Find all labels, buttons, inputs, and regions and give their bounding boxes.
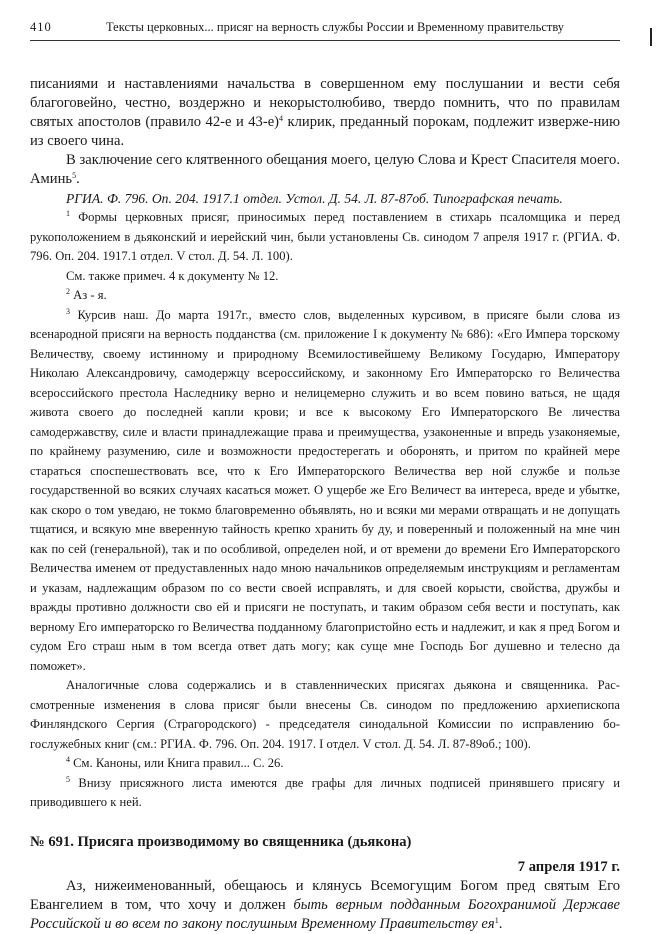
footnote-3-text: Курсив наш. До марта 1917г., вместо слов, выделенных курсивом, в присяге были слова из всенародной присяги на верность подданства (см. приложение I к документу № 686): «Его Импера торскому Величеству, своему истинному и природному Всемилостивейшему Великому Государю, Императору Николаю Александровичу, самодержцу всероссийскому, и законному Его Императорско го Величества всероссийского престола Наследнику верно и нелицемерно служить и во всем повино ваться, не щадя живота своего до последней капли крови; и все к высокому Его Императорского Ве личества самодержавству, силе и власти принадлежащие права и преимущества, узаконенные и впредь узаконяемые, по крайнему разумению, силе и возможности предостерегать и оборонять, и притом по крайней мере стараться споспешествовать все, что к Его Императорского Величества вер ной службе и пользе государственной во всяких случаях касаться может. О ущербе же Его Величест ва интереса, вреде и убытке, как скоро о том уведаю, не токмо благовременно объявлять, но и всяки ми мерами отвращать и не допущать тщатися, и всякую мне вверенную тайность крепко хранить бу ду, и поверенный и положенный на мне чин как по сей (генеральной), так и по особливой, определен ной, и от времени до времени Его Императорского Величества именем от предуставленных надо мною начальников определяемым инструкциям и регламентам и указам, надлежащим образом по со вести своей исправлять, и для своей корысти, свойства, дружбы и вражды противно должности сво ей и присяги не поступать, и таким образом себя вести и поступать, как верному Его императорско го Величества подданному благопристойно есть и надлежит, и как я пред Богом и судом Его страш ным в том всегда ответ дать могу; как суще мне Господь Бог душевно и телесно да поможет». bbox=[30, 307, 620, 673]
footnote-4-text: См. Каноны, или Книга правил... С. 26. bbox=[70, 756, 284, 770]
footnote-ref-4: 4 bbox=[279, 114, 284, 123]
running-title: Тексты церковных... присяг на верность службы России и Временному правительству bbox=[106, 20, 565, 34]
footnote-ref-5: 5 bbox=[72, 171, 77, 180]
conclusion-end: . bbox=[76, 171, 80, 187]
footnote-2-text: Аз - я. bbox=[70, 288, 107, 302]
continuation-end: клирик, преданный порокам, подлежит изверже-нию из своего чина. bbox=[30, 114, 621, 149]
continuation-paragraph bbox=[30, 75, 620, 151]
archival-source: РГИА. Ф. 796. Оп. 204. 1917.1 отдел. Устол. Д. 54. Л. 87-87об. Типографская печать. bbox=[66, 191, 563, 206]
footnote-3-continuation: Аналогичные слова содержались и в ставленнических присягах дьякона и священника. Рас-смотренные изменения в слова присяг были внесены Св. синодом по предложению архиепископа Финляндского Сергия (Страгородского) - председателя синодальной Комиссии по исправлению бо-гослужебных книг (см.: РГИА. Ф. 796. Оп. 204. 1917. I отдел. V стол. Д. 54. Л. 87-89об.; 100). bbox=[30, 678, 620, 751]
page-edge-mark bbox=[650, 28, 652, 46]
page-body bbox=[30, 75, 620, 934]
conclusion-text: В заключение сего клятвенного обещания моего, целую Слова и Крест Спасителя моего. Аминь bbox=[30, 152, 620, 187]
footnote-1-marker: 1 bbox=[66, 209, 70, 218]
footnote-4 bbox=[30, 754, 620, 774]
conclusion-paragraph bbox=[30, 151, 620, 189]
oath-text-end: . bbox=[498, 915, 503, 932]
footnote-5-text: Внизу присяжного листа имеются две графы для личных подписей принявшего присягу и приводившего к ней. bbox=[30, 775, 620, 809]
footnote-2 bbox=[30, 286, 620, 306]
document-heading: № 691. Присяга производимому во священника (дьякона) bbox=[30, 833, 412, 850]
footnote-4-marker: 4 bbox=[66, 755, 70, 764]
oath-footnote-ref: 1 bbox=[494, 915, 499, 925]
footnote-5-marker: 5 bbox=[66, 774, 70, 784]
footnote-1-text: Формы церковных присяг, приносимых перед поставлением в стихарь псаломщика и перед рукоположением в дьяконский и иерейский чин, были установлены Св. синодом 7 апреля 1917 г. (РГИА. Ф. 796. Оп. 204. 1917.1 отдел. V стол. Д. 54. Л. 100). bbox=[30, 210, 620, 263]
document-date: 7 апреля 1917 г. bbox=[517, 858, 620, 875]
running-header bbox=[30, 20, 626, 38]
footnote-2-marker: 2 bbox=[66, 287, 70, 296]
footnote-1-see-also: См. также примеч. 4 к документу № 12. bbox=[66, 268, 279, 283]
header-rule bbox=[30, 40, 620, 41]
oath-text-italic: быть верным подданным Богохранимой Державе Российской и во всем по закону послушным Временному Правительству ея bbox=[30, 896, 620, 932]
footnote-1 bbox=[30, 208, 620, 267]
footnote-5 bbox=[30, 774, 620, 813]
continuation-text: писаниями и наставлениями начальства в совершенном ему послушании и вести себя благоговейно, честно, воздержно и некорыстолюбиво, твердо помнить, что по правилам святых апостолов (правило 42-е и 43-е) bbox=[30, 76, 620, 130]
oath-text-start: Аз, нижеименованный, обещаюсь и клянусь Всемогущим Богом пред святым Его Евангелием в том, что хочу и должен bbox=[30, 877, 620, 913]
footnote-3-marker: 3 bbox=[66, 306, 70, 316]
footnote-3 bbox=[30, 306, 620, 677]
page-number: 410 bbox=[30, 20, 52, 34]
